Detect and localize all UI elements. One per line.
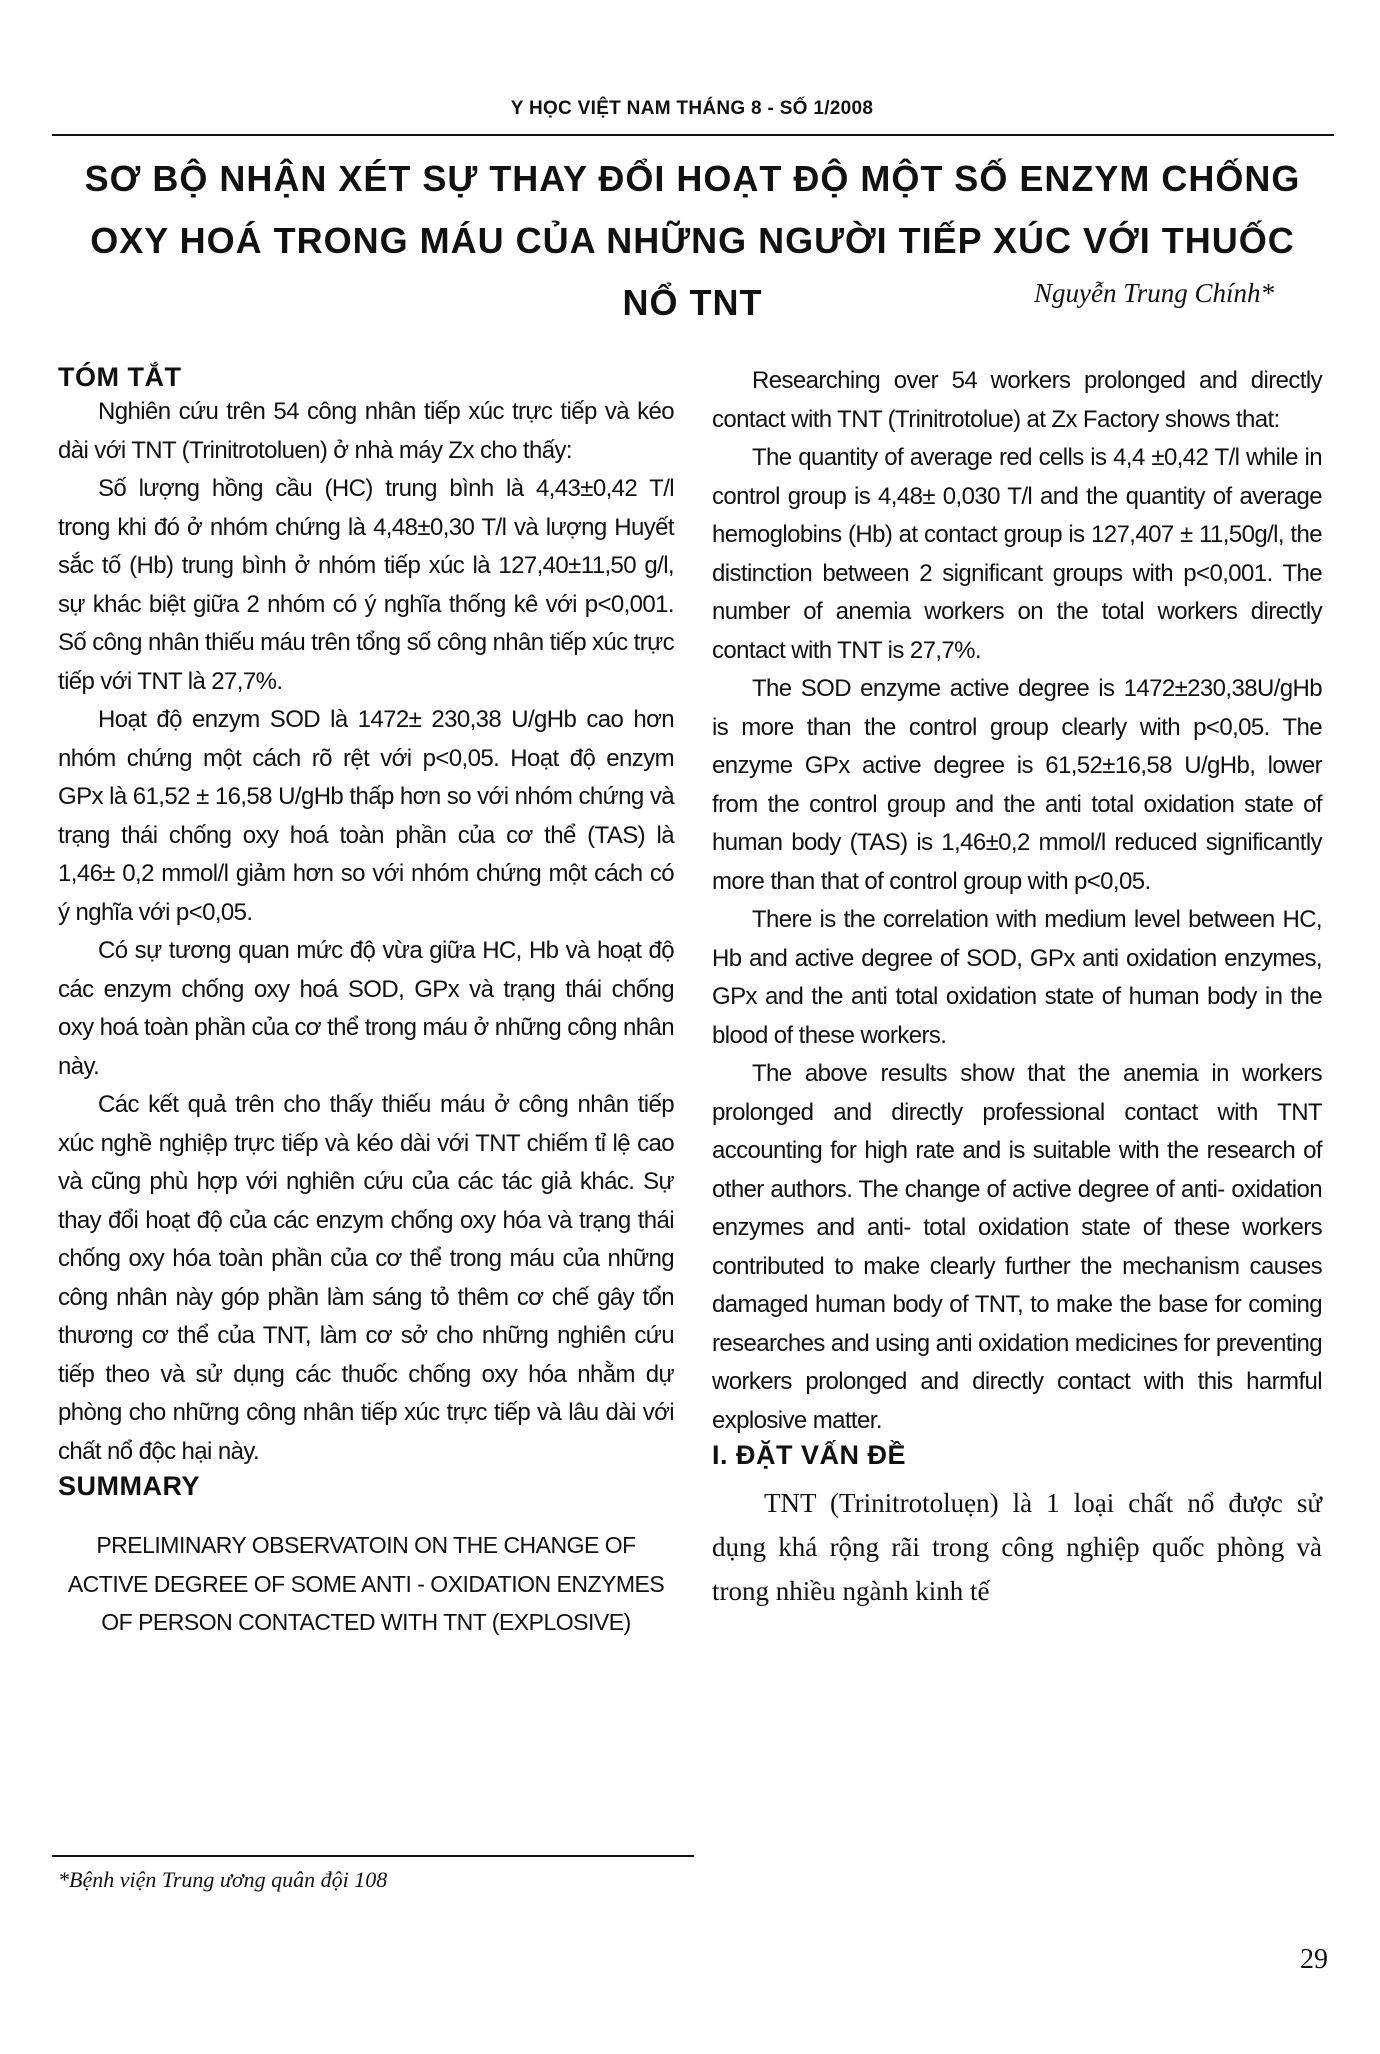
summary-paragraph: Researching over 54 workers prolonged and directly contact with TNT (Trinitrotolue) at Zx Factory shows that:: [712, 367, 1322, 433]
summary-heading: SUMMARY: [58, 1471, 200, 1501]
title-line-2: OXY HOÁ TRONG MÁU CỦA NHỮNG NGƯỜI TIẾP XÚC VỚI THUỐC NỔ TNT: [90, 220, 1295, 323]
summary-paragraph: The quantity of average red cells is 4,4 ±0,42 T/l while in control group is 4,48± 0,030 T/l and the quantity of average hemoglobins (Hb) at contact group is 127,407 ± 11,50g/l, the distinction between 2 significant groups with p<0,001. The number of anemia workers on the total workers directly contact with TNT is 27,7%.: [712, 444, 1322, 664]
author: Nguyễn Trung Chính*: [1033, 278, 1274, 308]
journal-header: Y HỌC VIỆT NAM THÁNG 8 - SỐ 1/2008: [510, 98, 874, 119]
summary-paragraph: The above results show that the anemia in workers prolonged and directly professional contact with TNT accounting for high rate and is suitable with the research of other authors. The change of active degree of anti- oxidation enzymes and anti- total oxidation state of these workers contributed to make clearly further the mechanism causes damaged human body of TNT, to make the base for coming researches and using anti oxidation medicines for preventing workers prolonged and directly contact with this harmful explosive matter.: [712, 1060, 1322, 1434]
section-1-heading: I. ĐẶT VẤN ĐỀ: [712, 1440, 907, 1470]
section-1-paragraph: TNT (Trinitrotoluẹn) là 1 loại chất nổ được sử dụng khá rộng rãi trong công nghiệp quốc phòng và trong nhiều ngành kinh tế: [712, 1488, 1322, 1606]
tomtat-heading: TÓM TẮT: [58, 362, 182, 392]
left-column: [58, 362, 674, 1642]
tomtat-paragraph: Hoạt độ enzym SOD là 1472± 230,38 U/gHb cao hơn nhóm chứng một cách rõ rệt với p<0,05. Hoạt độ enzym GPx là 61,52 ± 16,58 U/gHb thấp hơn so với nhóm chứng và trạng thái chống oxy hoá toàn phần của cơ thể (TAS) là 1,46± 0,2 mmol/l giảm hơn so với nhóm chứng một cách có ý nghĩa với p<0,05.: [58, 706, 674, 926]
footnote-rule: [52, 1855, 694, 1857]
footnote: *Bệnh viện Trung ương quân đội 108: [58, 1867, 388, 1892]
page-number: 29: [1300, 1944, 1328, 1975]
title-line-1: SƠ BỘ NHẬN XÉT SỰ THAY ĐỔI HOẠT ĐỘ MỘT SỐ ENZYM CHỐNG: [84, 158, 1301, 199]
tomtat-paragraph: Các kết quả trên cho thấy thiếu máu ở công nhân tiếp xúc nghề nghiệp trực tiếp và kéo dài với TNT chiếm tỉ lệ cao và cũng phù hợp với nghiên cứu của các tác giả khác. Sự thay đổi hoạt độ của các enzym chống oxy hóa và trạng thái chống oxy hóa toàn phần của cơ thể trong máu của những công nhân này góp phần làm sáng tỏ thêm cơ chế gây tổn thương cơ thể của TNT, làm cơ sở cho những nghiên cứu tiếp theo và sử dụng các thuốc chống oxy hóa nhằm dự phòng cho những công nhân tiếp xúc trực tiếp và lâu dài với chất nổ độc hại này.: [58, 1091, 674, 1465]
right-column: [712, 362, 1322, 1613]
tomtat-paragraph: Nghiên cứu trên 54 công nhân tiếp xúc trực tiếp và kéo dài với TNT (Trinitrotoluen) ở nhà máy Zx cho thấy:: [58, 398, 674, 464]
summary-paragraph: There is the correlation with medium level between HC, Hb and active degree of SOD, GPx anti oxidation enzymes, GPx and the anti total oxidation state of human body in the blood of these workers.: [712, 906, 1322, 1049]
summary-title: PRELIMINARY OBSERVATOIN ON THE CHANGE OF ACTIVE DEGREE OF SOME ANTI - OXIDATION ENZYMES OF PERSON CONTACTED WITH TNT (EXPLOSIVE): [67, 1532, 665, 1635]
tomtat-paragraph: Có sự tương quan mức độ vừa giữa HC, Hb và hoạt độ các enzym chống oxy hoá SOD, GPx và trạng thái chống oxy hoá toàn phần của cơ thể trong máu ở những công nhân này.: [58, 937, 674, 1080]
summary-paragraph: The SOD enzyme active degree is 1472±230,38U/gHb is more than the control group clearly with p<0,05. The enzyme GPx active degree is 61,52±16,58 U/gHb, lower from the control group and the anti total oxidation state of human body (TAS) is 1,46±0,2 mmol/l reduced significantly more than that of control group with p<0,05.: [712, 675, 1322, 895]
header-rule: [52, 134, 1334, 136]
tomtat-paragraph: Số lượng hồng cầu (HC) trung bình là 4,43±0,42 T/l trong khi đó ở nhóm chứng là 4,48±0,30 T/l và lượng Huyết sắc tố (Hb) trung bình ở nhóm tiếp xúc là 127,40±11,50 g/l, sự khác biệt giữa 2 nhóm có ý nghĩa thống kê với p<0,001. Số công nhân thiếu máu trên tổng số công nhân tiếp xúc trực tiếp với TNT là 27,7%.: [58, 475, 674, 695]
